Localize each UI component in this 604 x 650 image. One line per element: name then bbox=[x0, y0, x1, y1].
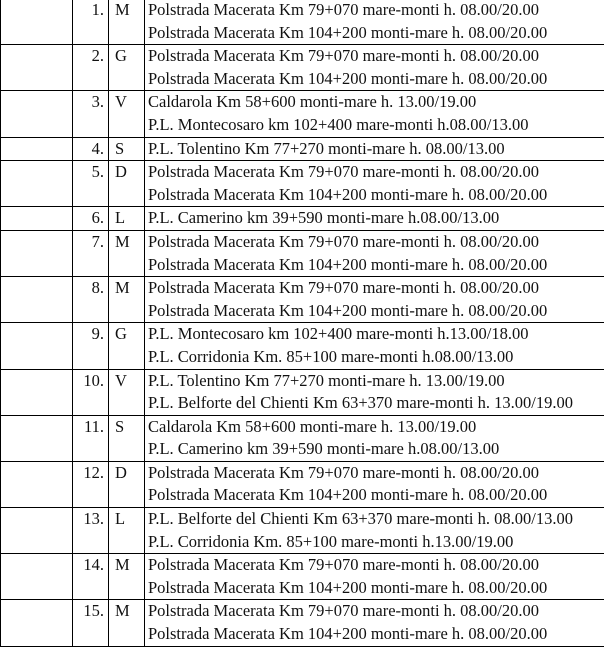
day-number: 13. bbox=[73, 508, 109, 554]
left-margin-cell bbox=[1, 508, 73, 554]
checkpoint-line: Polstrada Macerata Km 79+070 mare-monti h. 08.00/20.00 bbox=[148, 162, 540, 182]
checkpoint-cell bbox=[145, 0, 604, 45]
schedule-row bbox=[1, 277, 604, 323]
checkpoint-cell bbox=[145, 137, 604, 161]
left-margin-cell bbox=[1, 461, 73, 507]
schedule-row bbox=[1, 0, 604, 45]
checkpoint-cell bbox=[145, 554, 604, 600]
left-margin-cell bbox=[1, 600, 73, 646]
weekday-letter: G bbox=[109, 323, 145, 369]
checkpoint-cell bbox=[145, 600, 604, 646]
left-margin-cell bbox=[1, 277, 73, 323]
checkpoint-cell bbox=[145, 161, 604, 207]
weekday-letter: S bbox=[109, 137, 145, 161]
weekday-letter: M bbox=[109, 554, 145, 600]
day-number: 14. bbox=[73, 554, 109, 600]
day-number: 10. bbox=[73, 369, 109, 415]
day-number: 1. bbox=[73, 0, 109, 45]
schedule-row bbox=[1, 91, 604, 137]
checkpoint-cell bbox=[145, 91, 604, 137]
weekday-letter: D bbox=[109, 161, 145, 207]
weekday-letter: M bbox=[109, 600, 145, 646]
schedule-row bbox=[1, 461, 604, 507]
left-margin-cell bbox=[1, 91, 73, 137]
weekday-letter: S bbox=[109, 415, 145, 461]
schedule-row bbox=[1, 207, 604, 231]
checkpoint-cell bbox=[145, 369, 604, 415]
checkpoint-line: Polstrada Macerata Km 104+200 monti-mare h. 08.00/20.00 bbox=[148, 254, 548, 274]
weekday-letter: M bbox=[109, 230, 145, 276]
checkpoint-line: Polstrada Macerata Km 79+070 mare-monti h. 08.00/20.00 bbox=[148, 0, 540, 19]
checkpoint-cell bbox=[145, 508, 604, 554]
schedule-row bbox=[1, 137, 604, 161]
checkpoint-line: Polstrada Macerata Km 104+200 monti-mare h. 08.00/20.00 bbox=[148, 22, 548, 42]
checkpoint-cell bbox=[145, 45, 604, 91]
day-number: 3. bbox=[73, 91, 109, 137]
day-number: 6. bbox=[73, 207, 109, 231]
checkpoint-line: Polstrada Macerata Km 79+070 mare-monti h. 08.00/20.00 bbox=[148, 231, 540, 251]
checkpoint-line: Caldarola Km 58+600 monti-mare h. 13.00/19.00 bbox=[148, 416, 477, 436]
checkpoint-line: Polstrada Macerata Km 79+070 mare-monti h. 08.00/20.00 bbox=[148, 555, 540, 575]
checkpoint-cell bbox=[145, 207, 604, 231]
weekday-letter: V bbox=[109, 369, 145, 415]
left-margin-cell bbox=[1, 0, 73, 45]
schedule-row bbox=[1, 600, 604, 646]
left-margin-cell bbox=[1, 323, 73, 369]
left-margin-cell bbox=[1, 230, 73, 276]
checkpoint-line: P.L. Tolentino Km 77+270 monti-mare h. 13.00/19.00 bbox=[148, 370, 505, 390]
checkpoint-cell bbox=[145, 323, 604, 369]
day-number: 5. bbox=[73, 161, 109, 207]
checkpoint-line: Polstrada Macerata Km 79+070 mare-monti h. 08.00/20.00 bbox=[148, 462, 540, 482]
checkpoint-line: P.L. Montecosaro km 102+400 mare-monti h.08.00/13.00 bbox=[148, 114, 529, 134]
schedule-row bbox=[1, 161, 604, 207]
weekday-letter: G bbox=[109, 45, 145, 91]
checkpoint-line: P.L. Camerino km 39+590 monti-mare h.08.00/13.00 bbox=[148, 439, 500, 459]
checkpoint-line: Polstrada Macerata Km 104+200 monti-mare h. 08.00/20.00 bbox=[148, 68, 548, 88]
schedule-body bbox=[1, 0, 604, 646]
day-number: 2. bbox=[73, 45, 109, 91]
weekday-letter: D bbox=[109, 461, 145, 507]
left-margin-cell bbox=[1, 45, 73, 91]
checkpoint-line: Polstrada Macerata Km 104+200 monti-mare h. 08.00/20.00 bbox=[148, 577, 548, 597]
day-number: 15. bbox=[73, 600, 109, 646]
checkpoint-line: Polstrada Macerata Km 104+200 monti-mare h. 08.00/20.00 bbox=[148, 624, 548, 644]
left-margin-cell bbox=[1, 415, 73, 461]
checkpoint-line: Polstrada Macerata Km 79+070 mare-monti h. 08.00/20.00 bbox=[148, 601, 540, 621]
checkpoint-line: P.L. Corridonia Km. 85+100 mare-monti h.13.00/19.00 bbox=[148, 531, 514, 551]
checkpoint-line: P.L. Belforte del Chienti Km 63+370 mare-monti h. 08.00/13.00 bbox=[148, 509, 573, 529]
checkpoint-line: P.L. Tolentino Km 77+270 monti-mare h. 08.00/13.00 bbox=[148, 138, 505, 158]
checkpoint-line: Polstrada Macerata Km 79+070 mare-monti h. 08.00/20.00 bbox=[148, 278, 540, 298]
checkpoint-cell bbox=[145, 415, 604, 461]
schedule-row bbox=[1, 554, 604, 600]
schedule-row bbox=[1, 508, 604, 554]
day-number: 12. bbox=[73, 461, 109, 507]
checkpoint-cell bbox=[145, 277, 604, 323]
checkpoint-line: Caldarola Km 58+600 monti-mare h. 13.00/19.00 bbox=[148, 92, 477, 112]
schedule-row bbox=[1, 45, 604, 91]
day-number: 11. bbox=[73, 415, 109, 461]
checkpoint-line: P.L. Montecosaro km 102+400 mare-monti h.13.00/18.00 bbox=[148, 324, 529, 344]
schedule-row bbox=[1, 230, 604, 276]
checkpoint-line: Polstrada Macerata Km 79+070 mare-monti h. 08.00/20.00 bbox=[148, 46, 540, 66]
checkpoint-line: Polstrada Macerata Km 104+200 monti-mare h. 08.00/20.00 bbox=[148, 485, 548, 505]
left-margin-cell bbox=[1, 554, 73, 600]
day-number: 9. bbox=[73, 323, 109, 369]
weekday-letter: M bbox=[109, 277, 145, 323]
left-margin-cell bbox=[1, 207, 73, 231]
schedule-row bbox=[1, 323, 604, 369]
day-number: 7. bbox=[73, 230, 109, 276]
checkpoint-cell bbox=[145, 461, 604, 507]
checkpoint-line: P.L. Belforte del Chienti Km 63+370 mare-monti h. 13.00/19.00 bbox=[148, 393, 573, 413]
weekday-letter: L bbox=[109, 207, 145, 231]
schedule-row bbox=[1, 415, 604, 461]
checkpoint-cell bbox=[145, 230, 604, 276]
checkpoint-line: P.L. Corridonia Km. 85+100 mare-monti h.08.00/13.00 bbox=[148, 346, 514, 366]
left-margin-cell bbox=[1, 161, 73, 207]
left-margin-cell bbox=[1, 137, 73, 161]
weekday-letter: L bbox=[109, 508, 145, 554]
weekday-letter: M bbox=[109, 0, 145, 45]
day-number: 8. bbox=[73, 277, 109, 323]
checkpoint-line: P.L. Camerino km 39+590 monti-mare h.08.00/13.00 bbox=[148, 208, 500, 228]
schedule-row bbox=[1, 369, 604, 415]
day-number: 4. bbox=[73, 137, 109, 161]
checkpoint-line: Polstrada Macerata Km 104+200 monti-mare h. 08.00/20.00 bbox=[148, 300, 548, 320]
weekday-letter: V bbox=[109, 91, 145, 137]
left-margin-cell bbox=[1, 369, 73, 415]
checkpoint-line: Polstrada Macerata Km 104+200 monti-mare h. 08.00/20.00 bbox=[148, 184, 548, 204]
